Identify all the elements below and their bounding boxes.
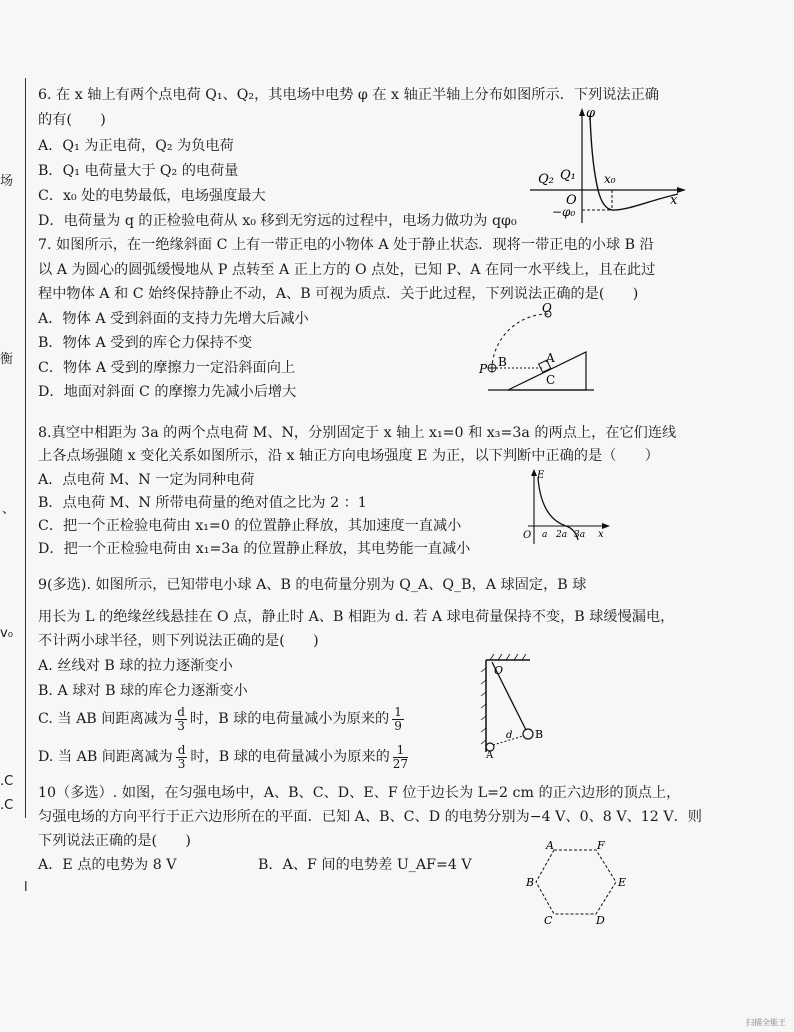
margin-mark: 衡 — [0, 352, 14, 367]
q7-option-c: C．物体 A 受到的摩擦力一定沿斜面向上 — [38, 360, 296, 376]
fraction-1-over-27: $\frac{1}{27}$ — [392, 742, 409, 771]
q8-field-graph — [520, 466, 612, 546]
q8-option-b: B．点电荷 M、N 所带电荷量的绝对值之比为 2 ：1 — [38, 495, 367, 511]
label-c: C — [546, 373, 556, 387]
vertex-b: B — [526, 876, 535, 889]
label-origin: O — [566, 193, 577, 208]
q9-option-c: C. 当 AB 间距离减为 $\frac{d}{3}$ 时，B 球的电荷量减小为原来的 $\frac{1}{9}$ — [38, 704, 402, 733]
tick-label: a — [542, 530, 548, 540]
margin-mark: l — [24, 880, 28, 895]
q7-option-a: A．物体 A 受到斜面的支持力先增大后减小 — [38, 311, 309, 327]
margin-line — [25, 78, 26, 818]
q8-option-c: C．把一个正检验电荷由 x₁=0 的位置静止释放，其加速度一直减小 — [38, 518, 462, 534]
q6-stem: 的有( ) — [38, 112, 106, 128]
q7-stem: 以 A 为圆心的圆弧缓慢地从 P 点转至 A 正上方的 O 点处，已知 P、A 在同一水平线上，且在此过 — [38, 262, 656, 278]
tick-label: 3a — [574, 530, 586, 540]
label-o: O — [542, 301, 552, 315]
margin-mark: .C — [0, 774, 14, 789]
label-q1: Q₁ — [560, 168, 576, 183]
label-neg-phi0: −φ₀ — [552, 205, 576, 219]
label-b: B — [535, 728, 544, 741]
label-q2: Q₂ — [538, 172, 554, 187]
axis-label: E — [537, 470, 545, 481]
q7-option-d: D．地面对斜面 C 的摩擦力先减小后增大 — [38, 384, 297, 400]
q9-option-a: A. 丝线对 B 球的拉力逐渐变小 — [38, 658, 233, 674]
tick-label: 2a — [556, 530, 568, 540]
q7-option-b: B．物体 A 受到的库仑力保持不变 — [38, 335, 253, 351]
q10-option-b: B．A、F 间的电势差 U_AF=4 V — [258, 857, 472, 873]
margin-mark: v₀ — [0, 626, 13, 641]
q6-option-c: C．x₀ 处的电势最低，电场强度最大 — [38, 188, 266, 204]
q6-option-a: A．Q₁ 为正电荷，Q₂ 为负电荷 — [38, 138, 234, 154]
label-d: d — [506, 730, 513, 741]
q7-incline-figure — [478, 302, 598, 398]
q9-pendulum-figure — [480, 652, 570, 761]
q7-stem: 7. 如图所示，在一绝缘斜面 C 上有一带正电的小物体 A 处于静止状态．现将一带正电的小球 B 沿 — [38, 237, 654, 253]
label-a: A — [486, 750, 494, 761]
label-b: B — [498, 355, 507, 369]
q8-stem: 8.真空中相距为 3a 的两个点电荷 M、N，分别固定于 x 轴上 x₁=0 和 x₃=3a 的两点上，在它们连线 — [38, 425, 677, 441]
vertex-e: E — [618, 876, 627, 889]
q10-stem: 下列说法正确的是( ) — [38, 833, 191, 849]
q9-stem: 9(多选). 如图所示，已知带电小球 A、B 的电荷量分别为 Q_A、Q_B，A 球固定，B 球 — [38, 577, 587, 593]
q6-potential-graph — [530, 105, 690, 225]
vertex-d: D — [596, 914, 605, 927]
q10-option-a: A．E 点的电势为 8 V — [38, 857, 177, 873]
q8-option-a: A．点电荷 M、N 一定为同种电荷 — [38, 472, 255, 488]
scanner-watermark: 扫描全能王 — [746, 1018, 786, 1027]
q8-stem: 上各点场强随 x 变化关系如图所示，沿 x 轴正方向电场强度 E 为正，以下判断中正确的是（ ） — [38, 448, 659, 464]
q7-stem: 程中物体 A 和 C 始终保持静止不动，A、B 可视为质点．关于此过程，下列说法正确的是( ) — [38, 286, 639, 302]
q6-option-d: D．电荷量为 q 的正检验电荷从 x₀ 移到无穷远的过程中，电场力做功为 qφ₀ — [38, 213, 517, 229]
q9-option-b: B. A 球对 B 球的库仑力逐渐变小 — [38, 683, 248, 699]
label-p: P — [479, 362, 488, 376]
q10-stem: 10（多选）. 如图，在匀强电场中，A、B、C、D、E、F 位于边长为 L=2 cm 的正六边形的顶点上， — [38, 785, 681, 801]
q9-stem: 用长为 L 的绝缘丝线悬挂在 O 点，静止时 A、B 相距为 d. 若 A 球电荷量保持不变，B 球缓慢漏电， — [38, 609, 675, 625]
label-a: A — [546, 351, 555, 365]
axis-label: x — [670, 193, 678, 208]
label-o: O — [494, 664, 504, 677]
q6-option-b: B．Q₁ 电荷量大于 Q₂ 的电荷量 — [38, 163, 239, 179]
q9-option-d: D. 当 AB 间距离减为 $\frac{d}{3}$ 时，B 球的电荷量减小为原来的 $\frac{1}{27}$ — [38, 742, 409, 771]
q8-option-d: D．把一个正检验电荷由 x₁=3a 的位置静止释放，其电势能一直减小 — [38, 541, 471, 557]
q10-stem: 匀强电场的方向平行于正六边形所在的平面．已知 A、B、C、D 的电势分别为−4 V、0、8 V、12 V．则 — [38, 809, 702, 825]
q9-stem: 不计两小球半径，则下列说法正确的是( ) — [38, 633, 319, 649]
fraction-d-over-3: $\frac{d}{3}$ — [177, 742, 186, 771]
vertex-c: C — [544, 914, 553, 927]
margin-mark: 场 — [0, 174, 14, 189]
axis-label: φ — [586, 106, 596, 121]
fraction-1-over-9: $\frac{1}{9}$ — [394, 704, 402, 733]
vertex-a: A — [546, 839, 554, 852]
axis-label: x — [598, 529, 604, 540]
label-origin: O — [523, 530, 532, 541]
margin-mark: 、 — [2, 502, 16, 517]
label-x0: x₀ — [604, 172, 616, 186]
vertex-f: F — [597, 839, 605, 852]
q10-hexagon-figure — [524, 838, 634, 926]
margin-mark: .C — [0, 798, 14, 813]
fraction-d-over-3: $\frac{d}{3}$ — [177, 704, 185, 733]
q6-stem: 6. 在 x 轴上有两个点电荷 Q₁、Q₂，其电场中电势 φ 在 x 轴正半轴上分布如图所示．下列说法正确 — [38, 87, 659, 103]
